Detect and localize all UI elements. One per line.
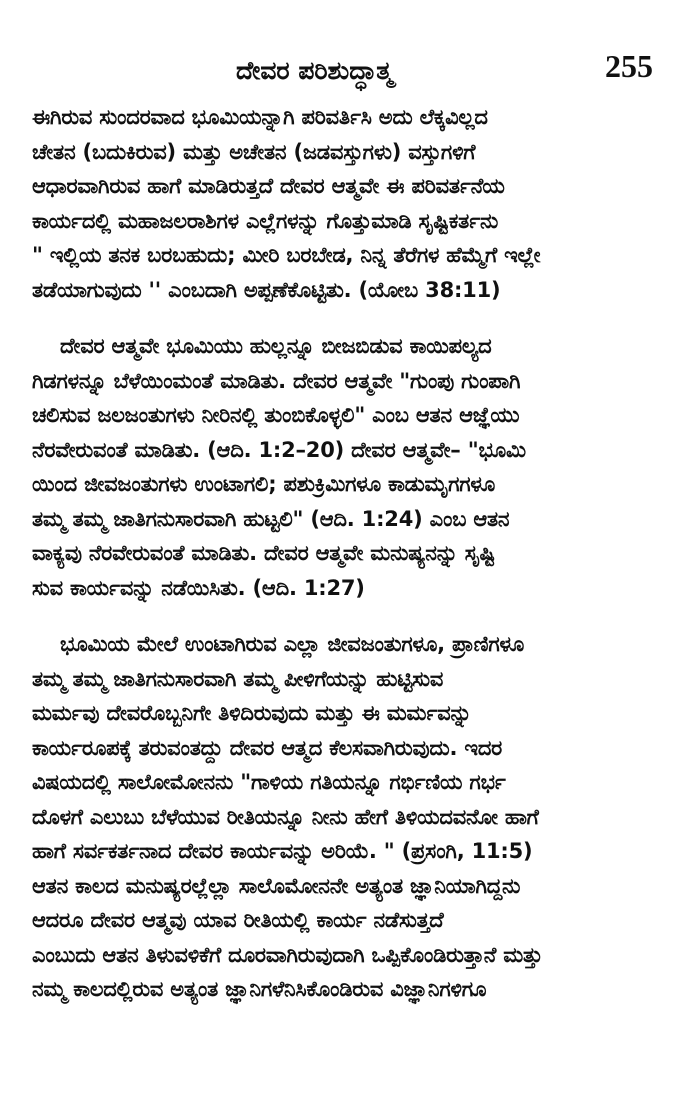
text-line: ಎಂಬುದು ಆತನ ತಿಳುವಳಿಕೆಗೆ ದೂರವಾಗಿರುವುದಾಗಿ ಒಪ್ಪಿಕೊಂಡಿರುತ್ತಾನೆ ಮತ್ತು [32, 942, 543, 967]
text-line: ವಾಕ್ಯವು ನೆರವೇರುವಂತೆ ಮಾಡಿತು. ದೇವರ ಆತ್ಮವೇ ಮನುಷ್ಯನನ್ನು ಸೃಷ್ಟಿ [32, 541, 496, 565]
text-line: ಹಾಗೆ ಸರ್ವಕರ್ತನಾದ ದೇವರ ಕಾರ್ಯವನ್ನು ಅರಿಯೆ. " (ಪ್ರಸಂಗಿ, 11:5) [32, 839, 533, 863]
page-body [32, 100, 660, 1029]
text-line: ಕಾರ್ಯದಲ್ಲಿ ಮಹಾಜಲರಾಶಿಗಳ ಎಲ್ಲೆಗಳನ್ನು ಗೊತ್ತುಮಾಡಿ ಸೃಷ್ಟಿಕರ್ತನು [32, 208, 499, 233]
text-line: ಈಗಿರುವ ಸುಂದರವಾದ ಭೂಮಿಯನ್ನಾಗಿ ಪರಿವರ್ತಿಸಿ ಅದು ಲೆಕ್ಕವಿಲ್ಲದ [32, 105, 488, 129]
text-line: ತಮ್ಮ ತಮ್ಮ ಜಾತಿಗನುಸಾರವಾಗಿ ಹುಟ್ಟಲಿ" (ಆದಿ. 1:24) ಎಂಬ ಆತನ [32, 506, 510, 531]
text-line: ನಮ್ಮ ಕಾಲದಲ್ಲಿರುವ ಅತ್ಯಂತ ಜ್ಞಾನಿಗಳೆನಿಸಿಕೊಂಡಿರುವ ವಿಜ್ಞಾನಿಗಳಿಗೂ [32, 977, 487, 1001]
running-title: ದೇವರ ಪರಿಶುದ್ಧಾತ್ಮ [236, 56, 393, 85]
text-line: ಸುವ ಕಾರ್ಯವನ್ನು ನಡೆಯಿಸಿತು. (ಆದಿ. 1:27) [32, 575, 365, 600]
text-line: ತಡೆಯಾಗುವುದು '' ಎಂಬದಾಗಿ ಅಪ್ಪಣೆಕೊಟ್ಟಿತು. (ಯೋಬ 38:11) [32, 277, 501, 302]
text-line: ಭೂಮಿಯ ಮೇಲೆ ಉಂಟಾಗಿರುವ ಎಲ್ಲಾ ಜೀವಜಂತುಗಳೂ, ಪ್ರಾಣಿಗಳೂ [60, 632, 525, 656]
text-line: ಕಾರ್ಯರೂಪಕ್ಕೆ ತರುವಂತದ್ದು ದೇವರ ಆತ್ಮದ ಕೆಲಸವಾಗಿರುವುದು. ಇದರ [32, 735, 503, 760]
text-line: ಚೇತನ (ಬದುಕಿರುವ) ಮತ್ತು ಅಚೇತನ (ಜಡವಸ್ತುಗಳು) ವಸ್ತುಗಳಿಗೆ [32, 139, 476, 164]
text-line: " ಇಲ್ಲಿಯ ತನಕ ಬರಬಹುದು; ಮೀರಿ ಬರಬೇಡ, ನಿನ್ನ ತೆರೆಗಳ ಹೆಮ್ಮೆಗೆ ಇಲ್ಲೇ [32, 243, 541, 267]
paragraph [32, 100, 660, 307]
text-line: ಆಧಾರವಾಗಿರುವ ಹಾಗೆ ಮಾಡಿರುತ್ತದೆ ದೇವರ ಆತ್ಮವೇ ಈ ಪರಿವರ್ತನೆಯ [32, 174, 505, 198]
text-line: ಮರ್ಮವು ದೇವರೊಬ್ಬನಿಗೇ ತಿಳಿದಿರುವುದು ಮತ್ತು ಈ ಮರ್ಮವನ್ನು [32, 701, 472, 725]
text-line: ದೇವರ ಆತ್ಮವೇ ಭೂಮಿಯು ಹುಲ್ಲನ್ನೂ ಬೀಜಬಿಡುವ ಕಾಯಿಪಲ್ಯದ [60, 334, 492, 358]
text-line: ಯಿಂದ ಜೀವಜಂತುಗಳು ಉಂಟಾಗಲಿ; ಪಶುಕ್ರಿಮಿಗಳೂ ಕಾಡುಮೃಗಗಳೂ [32, 472, 496, 496]
text-line: ಆದರೂ ದೇವರ ಆತ್ಮವು ಯಾವ ರೀತಿಯಲ್ಲಿ ಕಾರ್ಯ ನಡೆಸುತ್ತದೆ [32, 908, 444, 932]
page-number: 255 [605, 48, 653, 84]
text-line: ಆತನ ಕಾಲದ ಮನುಷ್ಯರಲ್ಲೆಲ್ಲಾ ಸಾಲೊಮೋನನೇ ಅತ್ಯಂತ ಜ್ಞಾನಿಯಾಗಿದ್ದನು [32, 873, 521, 898]
text-line: ಗಿಡಗಳನ್ನೂ ಬೆಳೆಯಿಂಮಂತೆ ಮಾಡಿತು. ದೇವರ ಆತ್ಮವೇ "ಗುಂಪು ಗುಂಪಾಗಿ [32, 368, 521, 393]
paragraph [32, 329, 660, 605]
text-line: ತಮ್ಮ ತಮ್ಮ ಜಾತಿಗನುಸಾರವಾಗಿ ತಮ್ಮ ಪೀಳಿಗೆಯನ್ನು ಹುಟ್ಟಿಸುವ [32, 666, 444, 691]
page-header [0, 48, 700, 96]
text-line: ದೊಳಗೆ ಎಲುಬು ಬೆಳೆಯುವ ರೀತಿಯನ್ನೂ ನೀನು ಹೇಗೆ ತಿಳಿಯದವನೋ ಹಾಗೆ [32, 804, 539, 829]
paragraph [32, 627, 660, 1007]
text-line: ಚಲಿಸುವ ಜಲಜಂತುಗಳು ನೀರಿನಲ್ಲಿ ತುಂಬಿಕೊಳ್ಳಲಿ" ಎಂಬ ಆತನ ಆಜ್ಞೆಯು [32, 403, 520, 427]
text-line: ನೆರವೇರುವಂತೆ ಮಾಡಿತು. (ಆದಿ. 1:2–20) ದೇವರ ಆತ್ಮವೇ– "ಭೂಮಿ [32, 437, 526, 462]
text-line: ವಿಷಯದಲ್ಲಿ ಸಾಲೋಮೋನನು "ಗಾಳಿಯ ಗತಿಯನ್ನೂ ಗರ್ಭಿಣಿಯ ಗರ್ಭ [32, 770, 506, 794]
